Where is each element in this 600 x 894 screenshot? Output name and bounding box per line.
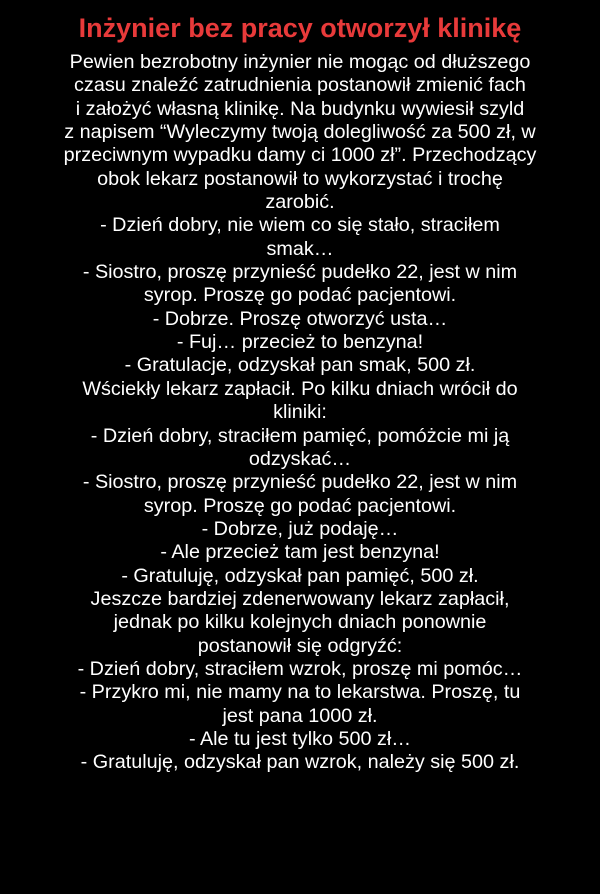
joke-text-line: odzyskać… [248, 447, 352, 470]
joke-text-line: - Fuj… przecież to benzyna! [176, 331, 424, 354]
joke-body [6, 51, 594, 775]
joke-text-line: - Ale tu jest tylko 500 zł… [188, 727, 412, 750]
joke-text-line: - Gratulacje, odzyskał pan smak, 500 zł. [124, 354, 476, 377]
joke-text-line: Jeszcze bardziej zdenerwowany lekarz zapłacił, [90, 587, 510, 610]
joke-text-line: - Siostro, proszę przynieść pudełko 22, jest w nim [82, 471, 518, 494]
joke-text-line: - Ale przecież tam jest benzyna! [160, 541, 440, 564]
joke-text-line: - Dzień dobry, straciłem wzrok, proszę mi pomóc… [77, 657, 523, 680]
joke-text-line: jednak po kilku kolejnych dniach ponownie [113, 611, 487, 634]
joke-text-line: - Dzień dobry, nie wiem co się stało, straciłem [100, 214, 500, 237]
joke-text-line: postanowił się odgryźć: [197, 634, 403, 657]
joke-text-line: i założyć własną klinikę. Na budynku wywiesił szyld [75, 97, 525, 120]
joke-text-line: Wściekły lekarz zapłacił. Po kilku dniach wrócił do [82, 377, 518, 400]
joke-text-line: smak… [266, 237, 334, 260]
joke-text-line: - Gratuluję, odzyskał pan pamięć, 500 zł. [121, 564, 479, 587]
joke-text-line: przeciwnym wypadku damy ci 1000 zł”. Przechodzący [63, 144, 537, 167]
joke-text-line: - Dobrze. Proszę otworzyć usta… [152, 307, 448, 330]
joke-text-line: syrop. Proszę go podać pacjentowi. [143, 284, 457, 307]
joke-text-line: kliniki: [273, 401, 327, 424]
joke-text-line: jest pana 1000 zł. [222, 704, 378, 727]
joke-text-line: - Gratuluję, odzyskał pan wzrok, należy się 500 zł. [80, 751, 520, 774]
joke-text-line: obok lekarz postanowił to wykorzystać i trochę [97, 167, 503, 190]
joke-title: Inżynier bez pracy otworzył klinikę [78, 13, 522, 43]
joke-text-line: Pewien bezrobotny inżynier nie mogąc od dłuższego [69, 51, 531, 73]
joke-text-line: zarobić. [265, 191, 335, 214]
joke-text-line: - Dzień dobry, straciłem pamięć, pomóżcie mi ją [90, 424, 510, 447]
joke-text-line: - Przykro mi, nie mamy na to lekarstwa. Proszę, tu [79, 681, 521, 704]
joke-text-line: - Siostro, proszę przynieść pudełko 22, jest w nim [82, 261, 518, 284]
joke-text-line: - Dobrze, już podaję… [201, 517, 399, 540]
joke-text-line: czasu znaleźć zatrudnienia postanowił zmienić fach [74, 74, 526, 97]
joke-text-line: syrop. Proszę go podać pacjentowi. [143, 494, 457, 517]
joke-text-line: z napisem “Wyleczymy twoją dolegliwość za 500 zł, w [64, 121, 536, 144]
